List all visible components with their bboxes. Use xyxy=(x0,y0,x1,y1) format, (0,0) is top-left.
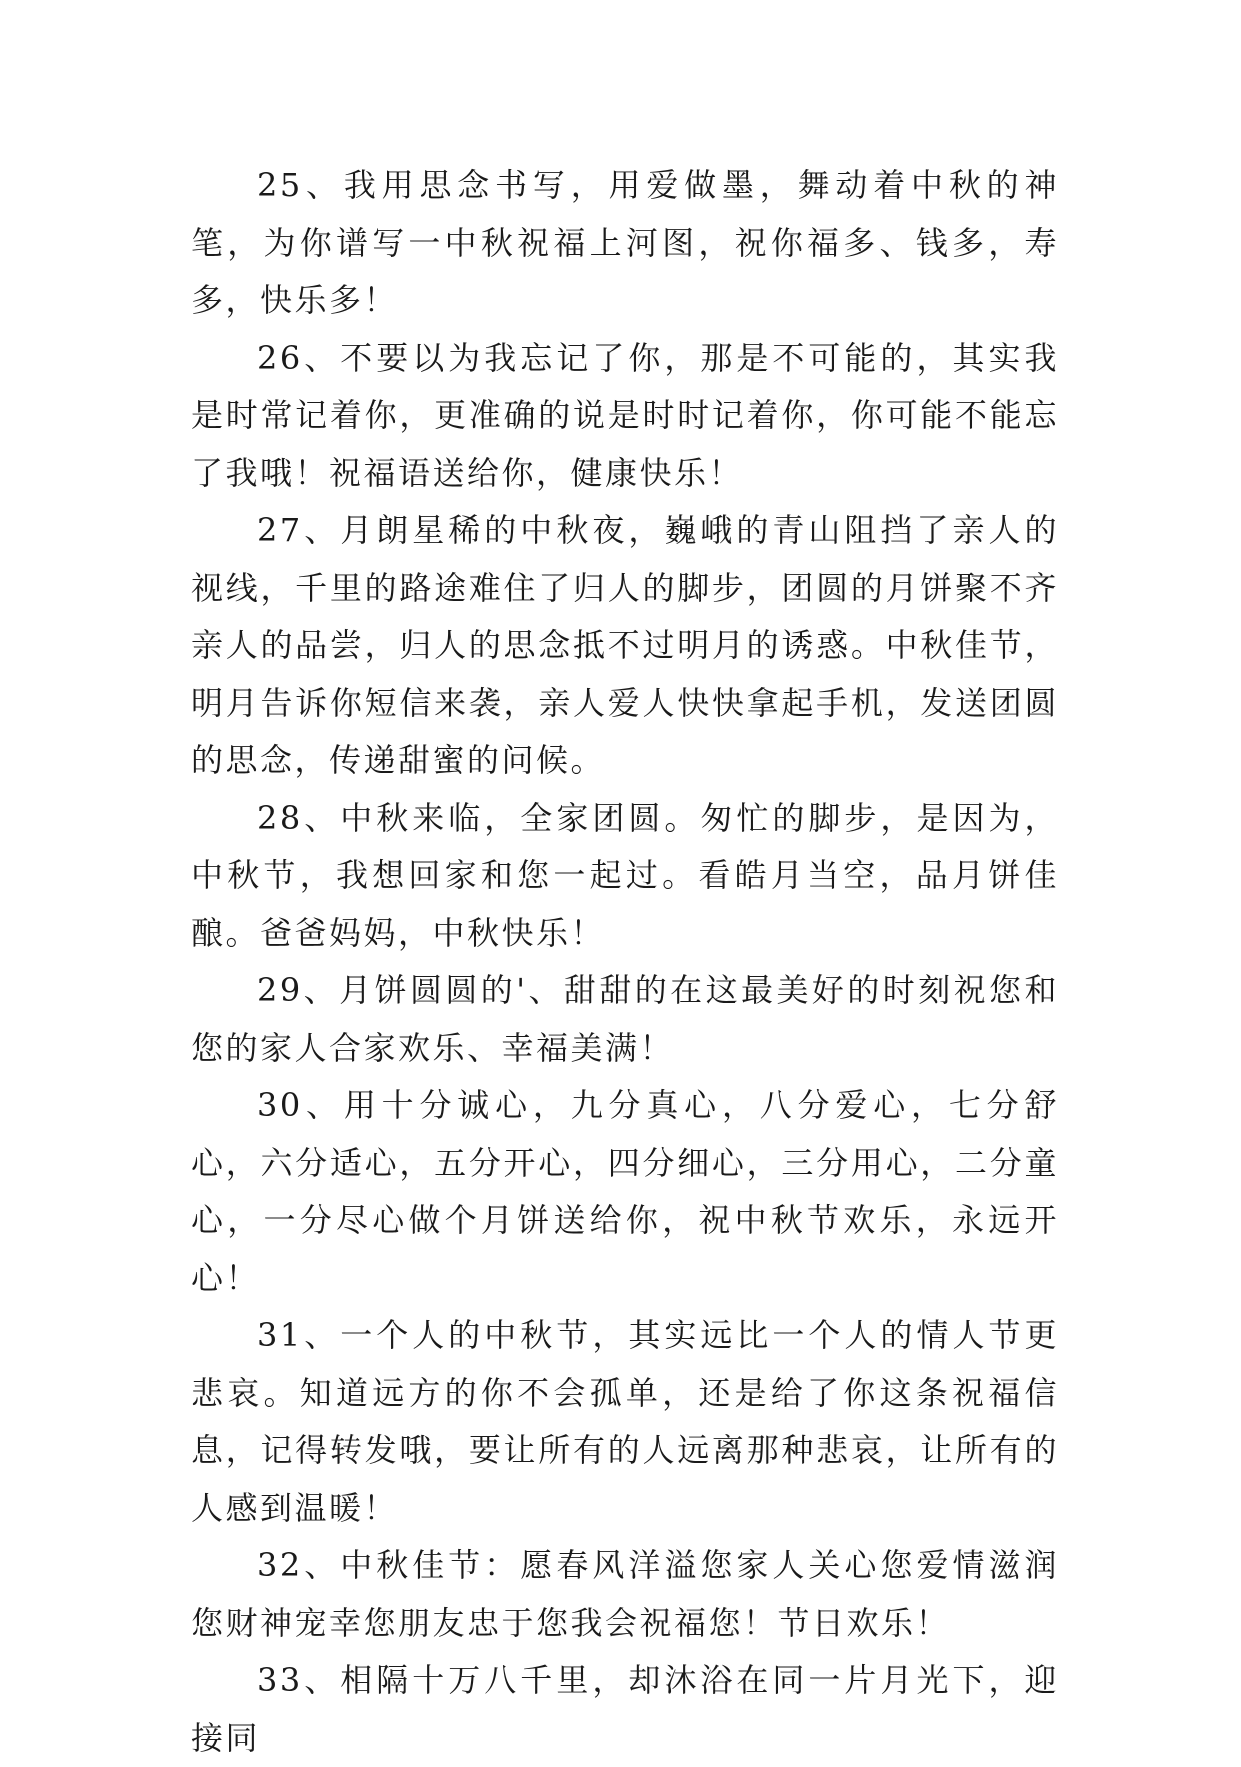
paragraph-25: 25、我用思念书写，用爱做墨，舞动着中秋的神笔，为你谱写一中秋祝福上河图，祝你福多、钱多，寿多，快乐多！ xyxy=(191,166,1059,319)
document-body xyxy=(191,157,1059,1767)
paragraph-33: 33、相隔十万八千里，却沐浴在同一片月光下，迎接同 xyxy=(191,1661,1059,1757)
paragraph-30: 30、用十分诚心，九分真心，八分爱心，七分舒心，六分适心，五分开心，四分细心，三分用心，二分童心，一分尽心做个月饼送给你，祝中秋节欢乐，永远开心！ xyxy=(191,1086,1059,1297)
paragraph-26: 26、不要以为我忘记了你，那是不可能的，其实我是时常记着你，更准确的说是时时记着你，你可能不能忘了我哦！祝福语送给你，健康快乐！ xyxy=(191,338,1059,492)
paragraph-28: 28、中秋来临，全家团圆。匆忙的脚步，是因为，中秋节，我想回家和您一起过。看皓月当空，品月饼佳酿。爸爸妈妈，中秋快乐！ xyxy=(191,798,1059,952)
paragraph-29: 29、月饼圆圆的'、甜甜的在这最美好的时刻祝您和您的家人合家欢乐、幸福美满！ xyxy=(191,971,1059,1067)
paragraph-31: 31、一个人的中秋节，其实远比一个人的情人节更悲哀。知道远方的你不会孤单，还是给了你这条祝福信息，记得转发哦，要让所有的人远离那种悲哀，让所有的人感到温暖！ xyxy=(191,1316,1059,1527)
paragraph-27: 27、月朗星稀的中秋夜，巍峨的青山阻挡了亲人的视线，千里的路途难住了归人的脚步，团圆的月饼聚不齐亲人的品尝，归人的思念抵不过明月的诱惑。中秋佳节，明月告诉你短信来袭，亲人爱人快快拿起手机，发送团圆的思念，传递甜蜜的问候。 xyxy=(191,511,1059,779)
paragraph-32: 32、中秋佳节：愿春风洋溢您家人关心您爱情滋润您财神宠幸您朋友忠于您我会祝福您！节日欢乐！ xyxy=(191,1546,1059,1642)
